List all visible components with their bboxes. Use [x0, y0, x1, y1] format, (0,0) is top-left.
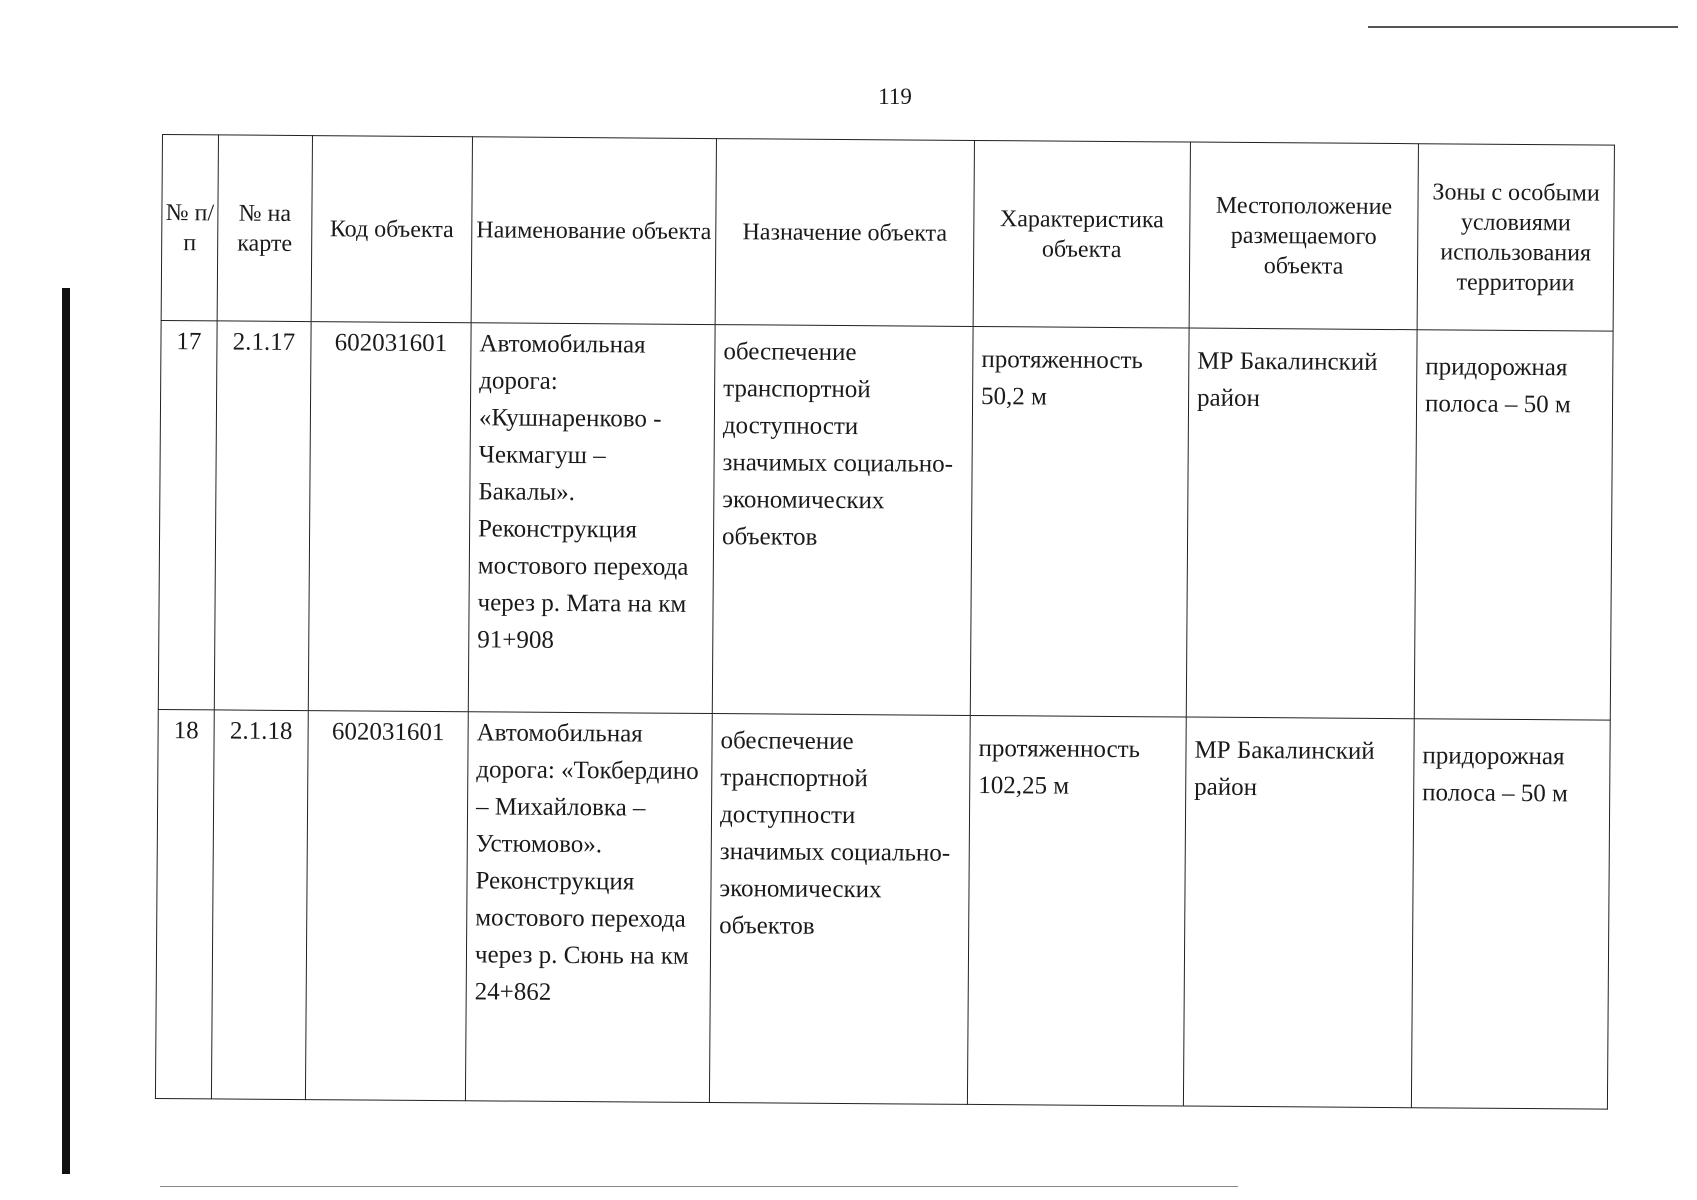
cell-characteristic: протяженность 102,25 м [967, 715, 1186, 1106]
page-number: 119 [878, 84, 912, 109]
header-zones: Зоны с особыми условиями использования территории [1417, 144, 1614, 331]
cell-name: Автомобильная дорога: «Кушнаренково - Чекмагуш – Бакалы». Реконструкция мостового перехода через р. Мата на км 91+908 [468, 323, 715, 714]
cell-location: МР Бакалинский район [1186, 328, 1417, 719]
cell-num: 18 [155, 709, 214, 1098]
cell-location: МР Бакалинский район [1183, 717, 1414, 1108]
cell-characteristic: протяженность 50,2 м [970, 326, 1189, 717]
header-num: № п/п [161, 135, 218, 321]
objects-table [155, 134, 1615, 1110]
table-header-row [161, 135, 1614, 332]
cell-code: 602031601 [308, 322, 471, 712]
cell-map: 2.1.17 [214, 321, 311, 711]
cell-purpose: обеспечение транспортной доступности значимых социально-экономических объектов [709, 714, 970, 1105]
header-code: Код объекта [311, 136, 472, 323]
header-name: Наименование объекта [471, 137, 716, 325]
scan-artifact-bottom-line [160, 1186, 1238, 1187]
header-characteristic: Характеристика объекта [973, 140, 1190, 328]
table-row [155, 709, 1610, 1109]
table-row [158, 320, 1613, 720]
header-map: № на карте [217, 135, 312, 322]
cell-num: 17 [158, 320, 217, 709]
scan-artifact-top-line [1368, 26, 1678, 28]
header-location: Местоположение размещаемого объекта [1189, 142, 1418, 330]
scan-binding-edge [62, 288, 70, 1174]
cell-name: Автомобильная дорога: «Токбердино – Михайловка – Устюмово». Реконструкция мостового перехода через р. Сюнь на км 24+862 [465, 712, 712, 1103]
header-purpose: Назначение объекта [715, 139, 974, 327]
cell-purpose: обеспечение транспортной доступности значимых социально-экономических объектов [712, 325, 973, 716]
cell-code: 602031601 [305, 711, 468, 1101]
cell-zones: придорожная полоса – 50 м [1411, 719, 1610, 1109]
cell-zones: придорожная полоса – 50 м [1414, 330, 1613, 720]
cell-map: 2.1.18 [211, 710, 308, 1100]
